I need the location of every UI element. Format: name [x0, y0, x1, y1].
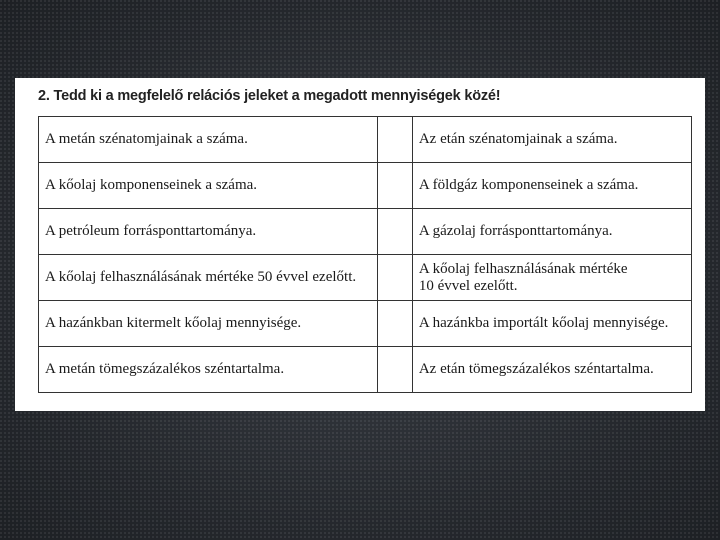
right-quantity-cell: [412, 117, 691, 163]
right-quantity-text: Az etán tömegszázalékos széntartalma.: [418, 361, 654, 377]
relation-table: [38, 116, 692, 393]
table-row: [39, 117, 692, 163]
left-quantity-text: A kőolaj felhasználásának mértéke 50 évvel ezelőtt.: [45, 269, 357, 285]
worksheet-slide: [15, 78, 705, 411]
left-quantity-cell: [39, 209, 378, 255]
table-row: [39, 255, 692, 301]
table-row: [39, 347, 692, 393]
left-quantity-text: A hazánkban kitermelt kőolaj mennyisége.: [45, 315, 302, 331]
relation-sign-cell[interactable]: [378, 117, 413, 163]
left-quantity-cell: [39, 301, 378, 347]
left-quantity-text: A petróleum forrásponttartománya.: [45, 223, 257, 239]
table-row: [39, 301, 692, 347]
relation-sign-cell[interactable]: [378, 301, 413, 347]
table-row: [39, 209, 692, 255]
left-quantity-cell: [39, 163, 378, 209]
left-quantity-cell: [39, 347, 378, 393]
left-quantity-text: A kőolaj komponenseinek a száma.: [45, 177, 258, 193]
right-quantity-cell: [412, 301, 691, 347]
right-quantity-text: Az etán szénatomjainak a száma.: [418, 131, 618, 147]
right-quantity-text: A hazánkba importált kőolaj mennyisége.: [418, 315, 669, 331]
right-quantity-cell: [412, 347, 691, 393]
relation-sign-cell[interactable]: [378, 163, 413, 209]
left-quantity-cell: [39, 255, 378, 301]
left-quantity-cell: [39, 117, 378, 163]
right-quantity-cell: [412, 209, 691, 255]
left-quantity-text: A metán tömegszázalékos széntartalma.: [45, 361, 285, 377]
relation-sign-cell[interactable]: [378, 209, 413, 255]
relation-sign-cell[interactable]: [378, 255, 413, 301]
right-quantity-cell: [412, 255, 691, 301]
relation-sign-cell[interactable]: [378, 347, 413, 393]
right-quantity-cell: [412, 163, 691, 209]
table-row: [39, 163, 692, 209]
task-title: 2. Tedd ki a megfelelő relációs jeleket a megadott mennyiségek közé!: [38, 88, 501, 104]
right-quantity-text: A földgáz komponenseinek a száma.: [418, 177, 639, 193]
right-quantity-text: A kőolaj felhasználásának mértéke 10 évvel ezelőtt.: [418, 260, 628, 294]
left-quantity-text: A metán szénatomjainak a száma.: [45, 131, 248, 147]
right-quantity-text: A gázolaj forrásponttartománya.: [418, 223, 613, 239]
